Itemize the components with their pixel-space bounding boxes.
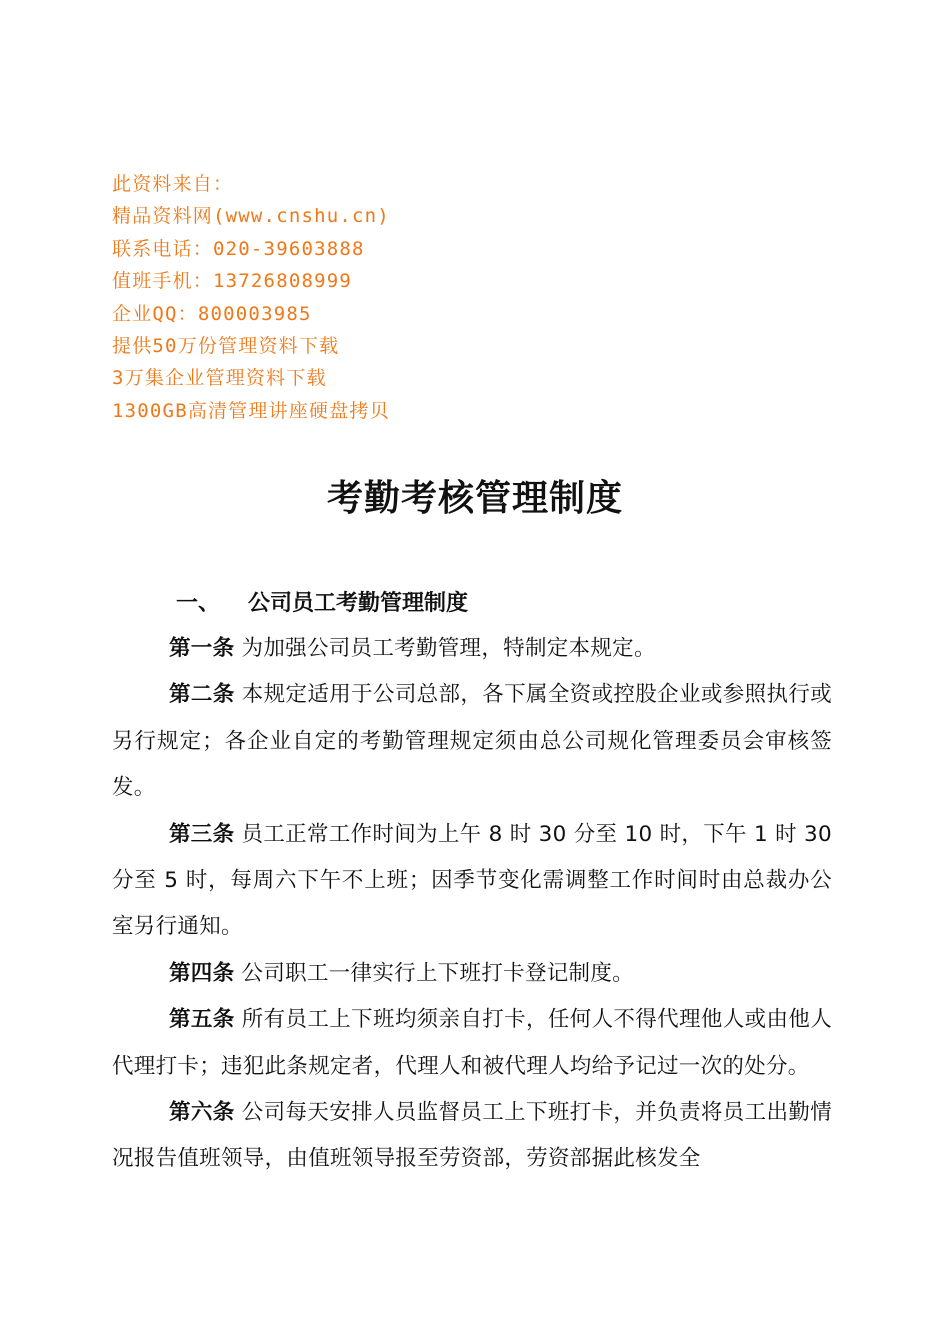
article-text: 公司职工一律实行上下班打卡登记制度。 — [234, 960, 634, 986]
section-heading — [176, 586, 468, 622]
article-paragraph — [112, 812, 832, 951]
article-label: 第一条 — [169, 636, 235, 661]
article-label: 第四条 — [169, 960, 235, 986]
article-label: 第二条 — [169, 682, 235, 708]
section-number: 一、 — [176, 591, 221, 616]
source-info-line: 此资料来自： — [112, 173, 234, 195]
source-info-block — [112, 168, 632, 427]
article-text: 员工正常工作时间为上午 8 时 30 分至 10 时，下午 1 时 30 分至 5 时，每周六下午不上班；因季节变化需调整工作时间时由总裁办公室另行通知。 — [112, 821, 832, 940]
source-info-line: 1300GB高清管理讲座硬盘拷贝 — [112, 399, 390, 422]
article-text: 本规定适用于公司总部，各下属全资或控股企业或参照执行或另行规定；各企业自定的考勤管理规定须由总公司规化管理委员会审核签发。 — [112, 682, 832, 801]
source-info-line: 值班手机：13726808999 — [112, 270, 353, 293]
source-info-line: 企业QQ：800003985 — [112, 302, 312, 325]
source-info-line: 精品资料网(www.cnshu.cn) — [112, 205, 390, 228]
article-paragraph — [112, 997, 832, 1090]
document-title: 考勤考核管理制度 — [326, 478, 623, 519]
article-text: 公司每天安排人员监督员工上下班打卡，并负责将员工出勤情况报告值班领导，由值班领导报至劳资部，劳资部据此核发全 — [112, 1100, 832, 1172]
article-text: 所有员工上下班均须亲自打卡，任何人不得代理他人或由他人代理打卡；违犯此条规定者，代理人和被代理人均给予记过一次的处分。 — [112, 1007, 832, 1079]
article-text: 为加强公司员工考勤管理，特制定本规定。 — [234, 636, 656, 661]
section-title: 公司员工考勤管理制度 — [248, 591, 469, 616]
article-label: 第五条 — [169, 1007, 235, 1033]
source-info-line: 3万集企业管理资料下载 — [112, 367, 327, 390]
article-label: 第六条 — [169, 1100, 235, 1126]
article-label: 第三条 — [169, 821, 235, 847]
article-paragraph — [112, 951, 832, 997]
source-info-line: 提供50万份管理资料下载 — [112, 335, 340, 358]
body-text — [112, 626, 832, 1183]
source-info-line: 联系电话：020-39603888 — [112, 237, 365, 260]
article-paragraph — [112, 626, 832, 672]
article-paragraph — [112, 1090, 832, 1183]
article-paragraph — [112, 672, 832, 811]
